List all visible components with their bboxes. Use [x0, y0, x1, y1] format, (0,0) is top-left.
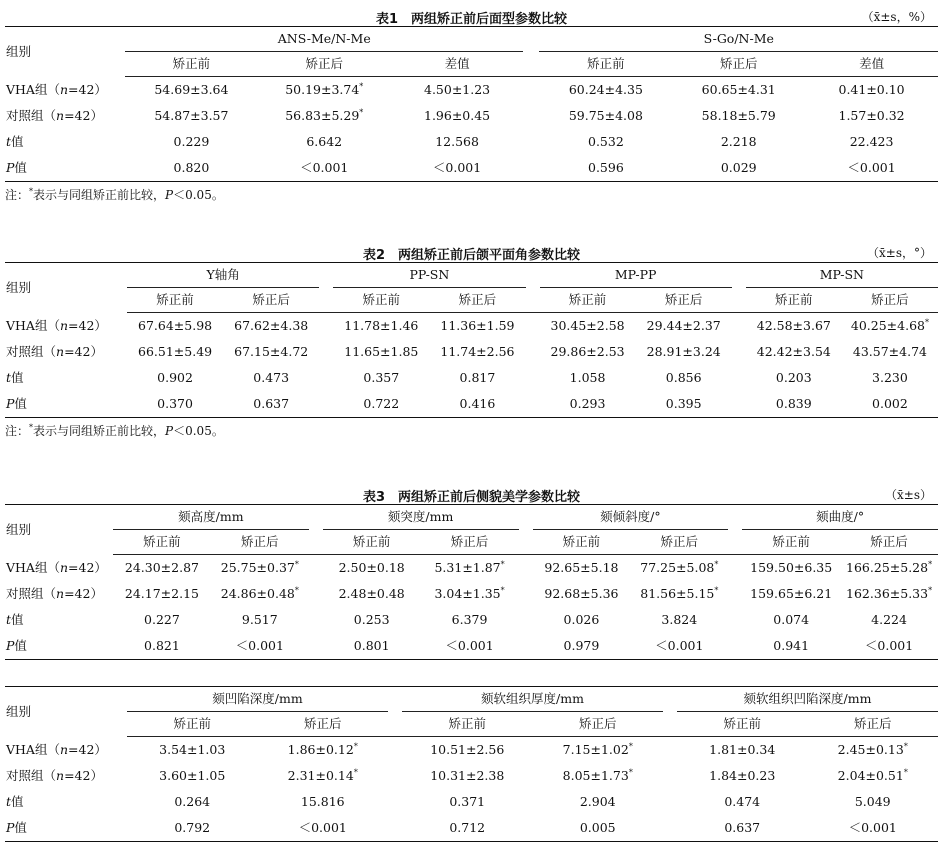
- table-row: [5, 391, 938, 418]
- subheader: 矫正前: [127, 288, 223, 313]
- table-row: [5, 129, 938, 155]
- table-cell: 11.36±1.59: [440, 318, 515, 333]
- table-row: [5, 815, 938, 842]
- table-cell: 8.05±1.73*: [562, 767, 633, 783]
- table-cell: 0.026: [563, 612, 600, 627]
- row-header: 组别: [6, 521, 32, 537]
- subheader: 矫正后: [429, 288, 525, 313]
- table-2-note: 注：*表示与同组矫正前比较，P＜0.05。: [5, 423, 224, 438]
- subheader: 矫正前: [127, 712, 258, 737]
- table-cell: 0.821: [144, 638, 180, 653]
- table-1-note: 注：*表示与同组矫正前比较，P＜0.05。: [5, 187, 224, 202]
- table-cell: 3.824: [661, 612, 698, 627]
- table-cell: 6.642: [306, 134, 343, 149]
- group-header: MP-SN: [746, 263, 938, 288]
- group-header: MP-PP: [540, 263, 732, 288]
- table-3-title: 表3 两组矫正前后侧貌美学参数比较: [362, 490, 581, 505]
- table-cell: ＜0.001: [298, 820, 347, 835]
- subheader: 矫正后: [636, 288, 732, 313]
- table-cell: 22.423: [849, 134, 894, 149]
- group-header: 颏倾斜度/°: [533, 505, 729, 530]
- row-label: t值: [6, 794, 24, 809]
- group-header: Y轴角: [127, 263, 319, 288]
- table-cell: 0.532: [588, 134, 624, 149]
- subheader: 矫正前: [125, 52, 258, 77]
- table-cell: 1.57±0.32: [838, 108, 905, 123]
- table-cell: 60.65±4.31: [701, 82, 776, 97]
- table-cell: 1.81±0.34: [709, 742, 776, 757]
- table-1-title: 表1 两组矫正前后面型参数比较: [375, 12, 568, 27]
- table-cell: 67.62±4.38: [234, 318, 309, 333]
- table-cell: 67.64±5.98: [138, 318, 213, 333]
- table-row: [5, 581, 938, 607]
- group-header: 颏软组织凹陷深度/mm: [677, 687, 938, 712]
- row-label: VHA组（n=42）: [6, 81, 107, 97]
- table-cell: 0.712: [449, 820, 486, 835]
- table-cell: 10.51±2.56: [430, 742, 505, 757]
- table-2-title: 表2 两组矫正前后颌平面角参数比较: [362, 248, 581, 263]
- group-header: 颏软组织厚度/mm: [402, 687, 663, 712]
- table-row: [5, 633, 938, 660]
- table-cell: 166.25±5.28*: [846, 559, 933, 575]
- table-cell: ＜0.001: [864, 638, 914, 653]
- group-header: 颏高度/mm: [113, 505, 309, 530]
- table-row: [5, 763, 938, 789]
- table-cell: 4.224: [871, 612, 907, 627]
- table-row: [5, 737, 938, 764]
- table-cell: 30.45±2.58: [550, 318, 625, 333]
- table-cell: 66.51±5.49: [138, 344, 213, 359]
- row-label: 对照组（n=42）: [6, 108, 103, 123]
- group-header: S-Go/N-Me: [539, 27, 938, 52]
- table-cell: 0.029: [720, 160, 757, 175]
- table-cell: 4.50±1.23: [424, 82, 491, 97]
- row-label: P值: [6, 396, 27, 411]
- subheader: 矫正前: [113, 530, 211, 555]
- group-header: 颏凹陷深度/mm: [127, 687, 388, 712]
- table-row: [5, 313, 938, 340]
- table-3-unit: （x̄±s）: [885, 488, 932, 502]
- table-cell: 42.58±3.67: [756, 318, 831, 333]
- row-label: VHA组（n=42）: [6, 559, 107, 575]
- table-cell: 3.230: [872, 370, 908, 385]
- table-cell: 54.87±3.57: [154, 108, 229, 123]
- table-3: [5, 482, 938, 842]
- table-cell: 29.44±2.37: [646, 318, 721, 333]
- table-cell: 54.69±3.64: [154, 82, 229, 97]
- group-header: ANS-Me/N-Me: [125, 27, 523, 52]
- row-label: VHA组（n=42）: [6, 317, 107, 333]
- subheader: 矫正后: [258, 712, 389, 737]
- row-header: 组别: [6, 279, 32, 295]
- subheader: 矫正后: [840, 530, 938, 555]
- table-cell: 24.86±0.48*: [220, 585, 299, 601]
- table-cell: 0.817: [459, 370, 496, 385]
- subheader: 矫正后: [533, 712, 664, 737]
- subheader: 矫正后: [672, 52, 805, 77]
- table-cell: 9.517: [241, 612, 278, 627]
- table-cell: 0.820: [173, 160, 210, 175]
- table-cell: 2.45±0.13*: [837, 741, 908, 757]
- table-cell: 11.74±2.56: [440, 344, 515, 359]
- table-cell: 1.058: [569, 370, 606, 385]
- table-cell: 28.91±3.24: [646, 344, 721, 359]
- table-cell: 0.370: [157, 396, 193, 411]
- table-cell: 2.218: [720, 134, 757, 149]
- table-cell: 0.801: [353, 638, 390, 653]
- subheader: 差值: [391, 52, 524, 77]
- table-cell: 0.253: [353, 612, 390, 627]
- table-cell: 0.005: [579, 820, 616, 835]
- table-cell: 77.25±5.08*: [640, 559, 719, 575]
- subheader: 矫正前: [533, 530, 631, 555]
- subheader: 矫正前: [333, 288, 429, 313]
- table-cell: 0.395: [665, 396, 702, 411]
- table-cell: ＜0.001: [655, 638, 704, 653]
- table-cell: 2.48±0.48: [338, 586, 405, 601]
- table-cell: 0.637: [253, 396, 290, 411]
- table-cell: 3.04±1.35*: [434, 585, 505, 601]
- table-cell: ＜0.001: [445, 638, 494, 653]
- table-row: [5, 789, 938, 815]
- table-cell: 1.86±0.12*: [287, 741, 358, 757]
- table-cell: 159.65±6.21: [750, 586, 833, 601]
- table-cell: 0.41±0.10: [838, 82, 905, 97]
- subheader: 矫正后: [808, 712, 939, 737]
- table-3a-grid: [5, 504, 938, 660]
- table-cell: 25.75±0.37*: [220, 559, 299, 575]
- group-header: 颏突度/mm: [323, 505, 519, 530]
- group-header: PP-SN: [333, 263, 525, 288]
- table-cell: 40.25±4.68*: [850, 317, 929, 333]
- group-header: 颏曲度/°: [742, 505, 938, 530]
- table-cell: ＜0.001: [848, 820, 897, 835]
- table-cell: 0.074: [773, 612, 810, 627]
- row-label: 对照组（n=42）: [6, 344, 103, 359]
- subheader: 矫正后: [630, 530, 728, 555]
- table-cell: 92.68±5.36: [544, 586, 619, 601]
- subheader: 矫正后: [842, 288, 938, 313]
- table-cell: 11.78±1.46: [344, 318, 419, 333]
- table-cell: 81.56±5.15*: [640, 585, 719, 601]
- table-cell: 2.904: [579, 794, 616, 809]
- table-cell: 2.04±0.51*: [837, 767, 908, 783]
- table-cell: 0.227: [144, 612, 180, 627]
- table-cell: 3.60±1.05: [159, 768, 226, 783]
- table-cell: 7.15±1.02*: [562, 741, 633, 757]
- subheader: 矫正后: [211, 530, 309, 555]
- table-3b-grid: [5, 686, 938, 842]
- row-label: t值: [6, 370, 24, 385]
- table-cell: 24.30±2.87: [124, 560, 199, 575]
- row-header: 组别: [6, 43, 32, 59]
- row-label: VHA组（n=42）: [6, 741, 107, 757]
- subheader: 矫正前: [742, 530, 840, 555]
- table-cell: 0.229: [173, 134, 210, 149]
- table-cell: 0.596: [588, 160, 624, 175]
- table-cell: 0.416: [459, 396, 496, 411]
- table-cell: 15.816: [300, 794, 345, 809]
- table-2-grid: [5, 262, 938, 418]
- table-cell: 0.902: [157, 370, 193, 385]
- table-2: [5, 240, 938, 439]
- table-cell: 162.36±5.33*: [846, 585, 933, 601]
- table-cell: 43.57±4.74: [852, 344, 927, 359]
- subheader: 矫正前: [323, 530, 421, 555]
- subheader: 矫正后: [223, 288, 319, 313]
- table-cell: 0.293: [569, 396, 606, 411]
- table-cell: 0.473: [253, 370, 290, 385]
- table-cell: ＜0.001: [847, 160, 896, 175]
- row-header: 组别: [6, 703, 32, 719]
- row-label: 对照组（n=42）: [6, 768, 103, 783]
- table-cell: ＜0.001: [300, 160, 349, 175]
- row-label: P值: [6, 638, 27, 653]
- table-row: [5, 155, 938, 182]
- table-cell: 12.568: [435, 134, 479, 149]
- table-row: [5, 555, 938, 582]
- row-label: 对照组（n=42）: [6, 586, 103, 601]
- subheader: 矫正前: [677, 712, 808, 737]
- table-1: [5, 4, 938, 203]
- table-cell: 0.203: [775, 370, 812, 385]
- table-cell: 3.54±1.03: [159, 742, 226, 757]
- table-cell: 50.19±3.74*: [285, 81, 364, 97]
- table-cell: 0.941: [773, 638, 810, 653]
- table-cell: 29.86±2.53: [550, 344, 625, 359]
- table-cell: ＜0.001: [235, 638, 284, 653]
- table-cell: 0.792: [174, 820, 211, 835]
- table-cell: ＜0.001: [432, 160, 482, 175]
- subheader: 矫正前: [540, 288, 636, 313]
- table-cell: 0.002: [872, 396, 908, 411]
- table-row: [5, 77, 938, 104]
- table-cell: 0.856: [665, 370, 702, 385]
- table-row: [5, 103, 938, 129]
- table-cell: 0.722: [363, 396, 400, 411]
- table-cell: 10.31±2.38: [430, 768, 505, 783]
- table-cell: 0.839: [775, 396, 812, 411]
- table-cell: 0.264: [174, 794, 211, 809]
- table-cell: 2.50±0.18: [338, 560, 405, 575]
- table-cell: 5.31±1.87*: [434, 559, 505, 575]
- subheader: 差值: [805, 52, 938, 77]
- row-label: P值: [6, 820, 27, 835]
- subheader: 矫正后: [421, 530, 519, 555]
- table-2-unit: （x̄±s，°）: [867, 246, 932, 260]
- table-cell: 59.75±4.08: [568, 108, 643, 123]
- table-cell: 67.15±4.72: [234, 344, 309, 359]
- table-cell: 5.049: [854, 794, 891, 809]
- table-cell: 58.18±5.79: [701, 108, 776, 123]
- table-cell: 0.979: [563, 638, 600, 653]
- table-row: [5, 339, 938, 365]
- table-cell: 1.84±0.23: [709, 768, 776, 783]
- table-cell: 92.65±5.18: [544, 560, 619, 575]
- table-1-grid: [5, 26, 938, 182]
- subheader: 矫正前: [539, 52, 672, 77]
- table-cell: 0.357: [363, 370, 400, 385]
- row-label: P值: [6, 160, 27, 175]
- table-cell: 0.371: [449, 794, 486, 809]
- subheader: 矫正前: [402, 712, 533, 737]
- table-cell: 0.474: [724, 794, 761, 809]
- table-cell: 159.50±6.35: [750, 560, 833, 575]
- table-cell: 42.42±3.54: [756, 344, 831, 359]
- table-cell: 11.65±1.85: [344, 344, 419, 359]
- table-cell: 6.379: [451, 612, 488, 627]
- table-cell: 2.31±0.14*: [287, 767, 358, 783]
- table-cell: 24.17±2.15: [124, 586, 199, 601]
- table-cell: 56.83±5.29*: [285, 107, 364, 123]
- subheader: 矫正前: [746, 288, 842, 313]
- subheader: 矫正后: [258, 52, 391, 77]
- row-label: t值: [6, 134, 24, 149]
- row-label: t值: [6, 612, 24, 627]
- table-row: [5, 365, 938, 391]
- table-cell: 1.96±0.45: [424, 108, 491, 123]
- table-cell: 0.637: [724, 820, 761, 835]
- table-cell: 60.24±4.35: [568, 82, 643, 97]
- table-1-unit: （x̄±s，%）: [861, 10, 932, 24]
- table-row: [5, 607, 938, 633]
